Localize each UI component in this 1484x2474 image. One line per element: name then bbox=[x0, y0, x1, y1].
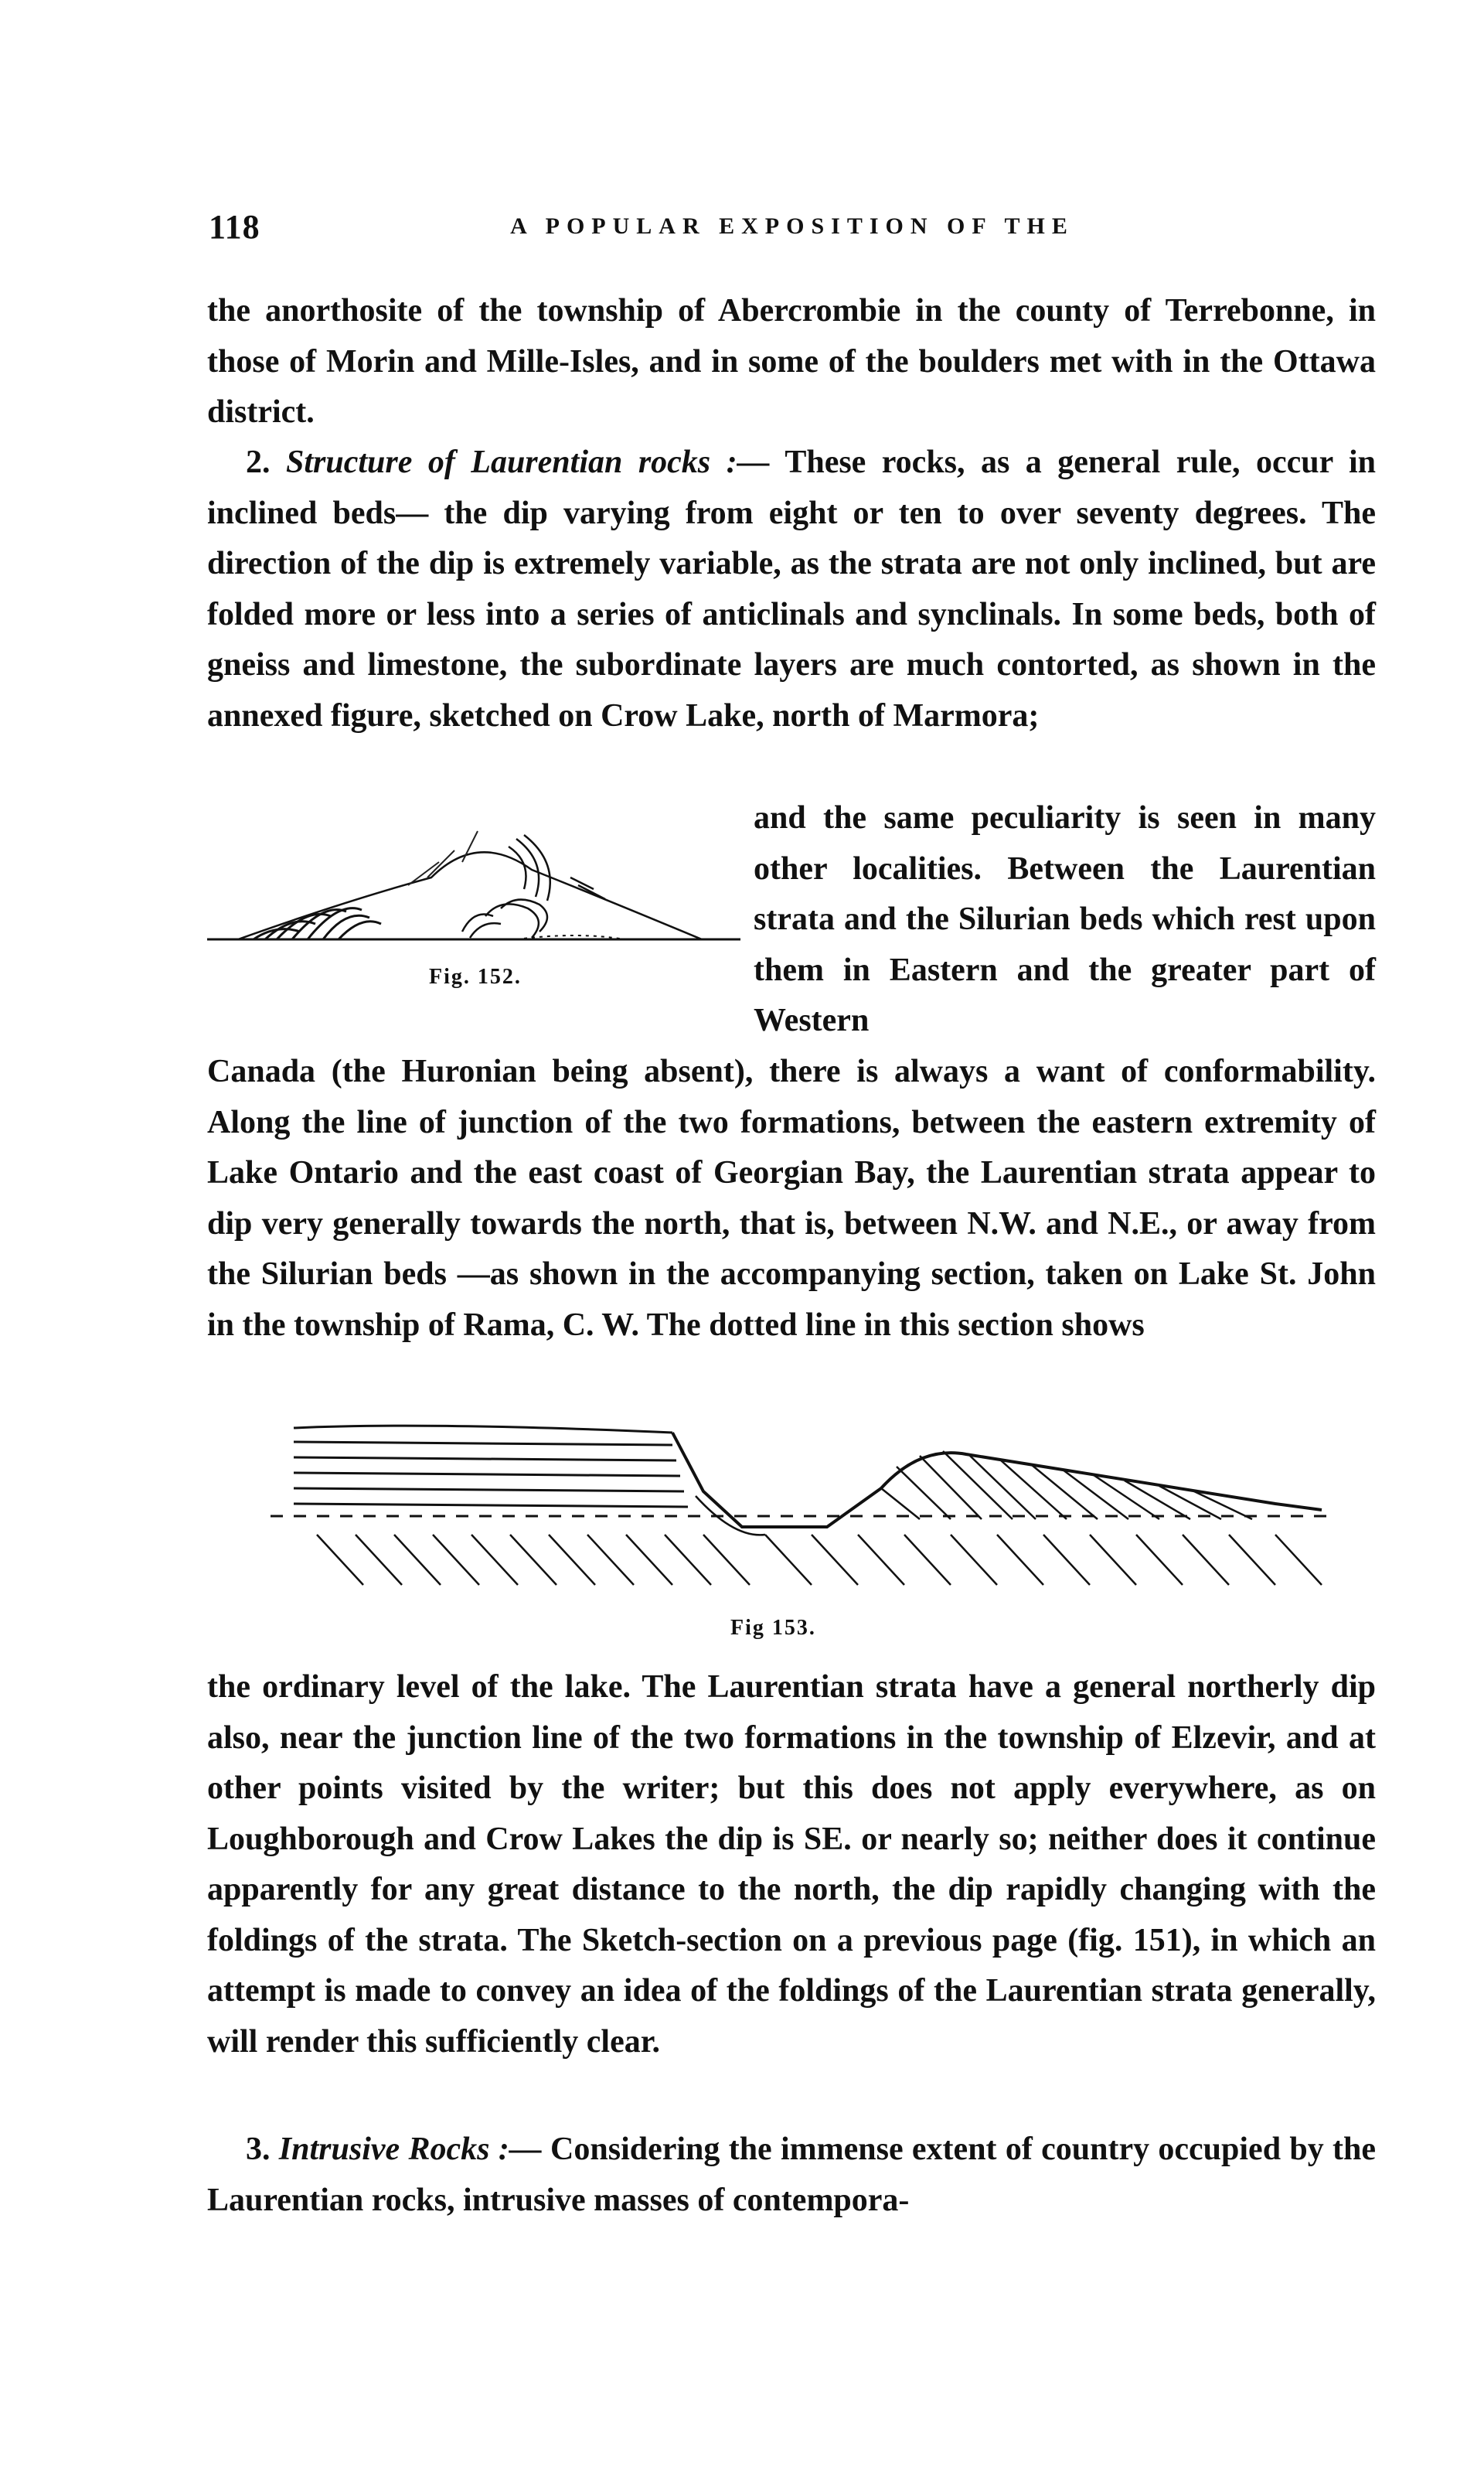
paragraph-1 bbox=[207, 286, 1376, 438]
figure-153-lake-section bbox=[271, 1411, 1368, 1597]
running-head bbox=[209, 207, 1376, 254]
float-paragraph bbox=[754, 793, 1376, 1047]
paragraph-5 bbox=[207, 2125, 1376, 2226]
paragraph-1-text: the anorthosite of the township of Abercrombie in the county of Terrebonne, in those of Morin and Mille-Isles, and in some of the boulders met with in the Ottawa district. bbox=[207, 293, 1376, 430]
paragraph-5-text: Considering the immense extent of country occupied by the Laurentian rocks, intrusive masses of contempora- bbox=[207, 2132, 1376, 2218]
paragraph-3-text: Canada (the Huronian being absent), there is always a want of conformability. Along the line of junction of the two formations, between the eastern extremity of Lake Ontario and the east coast of Georgian Bay, the Laurentian strata appear to dip very generally towards the north, that is, between N.W. and N.E., or away from the Silurian beds —as shown in the accompanying section, taken on Lake St. John in the township of Rama, C. W. The dotted line in this section shows bbox=[207, 1054, 1376, 1343]
float-paragraph-text: and the same peculiarity is seen in many other localities. Between the Laurentian strata and the Silurian beds which rest upon them in Eastern and the greater part of Western bbox=[754, 800, 1376, 1038]
paragraph-2 bbox=[207, 438, 1376, 741]
figure-152-contorted-strata bbox=[207, 816, 740, 951]
section-heading-3: Intrusive Rocks :— bbox=[278, 2132, 542, 2167]
paragraph-4 bbox=[207, 1662, 1376, 2067]
page-number: 118 bbox=[209, 208, 260, 246]
paragraph-4-text: the ordinary level of the lake. The Laurentian strata have a general northerly dip also, near the junction line of the two formations in the township of Elzevir, and at other points visited by the writer; but this does not apply everywhere, as on Loughborough and Crow Lakes the dip is SE. or nearly so; neither does it continue apparently for any great distance to the north, the dip rapidly changing with the foldings of the strata. The Sketch-section on a previous page (fig. 151), in which an attempt is made to convey an idea of the foldings of the Laurentian strata generally, will render this sufficiently clear. bbox=[207, 1669, 1376, 2060]
running-title: A POPULAR EXPOSITION OF THE bbox=[510, 213, 1074, 239]
section-number: 2. bbox=[246, 445, 271, 480]
paragraph-3 bbox=[207, 1047, 1376, 1351]
paragraph-2-text: These rocks, as a general rule, occur in inclined beds— the dip varying from eight or ten to over seventy degrees. The direction of the dip is extremely variable, as the strata are not only inclined, but are folded more or less into a series of anticlinals and synclinals. In some beds, both of gneiss and limestone, the subordinate layers are much contorted, as shown in the annexed figure, sketched on Crow Lake, north of Marmora; bbox=[207, 445, 1377, 734]
figure-152-caption: Fig. 152. bbox=[429, 965, 522, 989]
section-number-3: 3. bbox=[246, 2132, 271, 2167]
section-heading: Structure of Laurentian rocks :— bbox=[285, 445, 770, 480]
figure-153-caption: Fig 153. bbox=[730, 1616, 816, 1640]
